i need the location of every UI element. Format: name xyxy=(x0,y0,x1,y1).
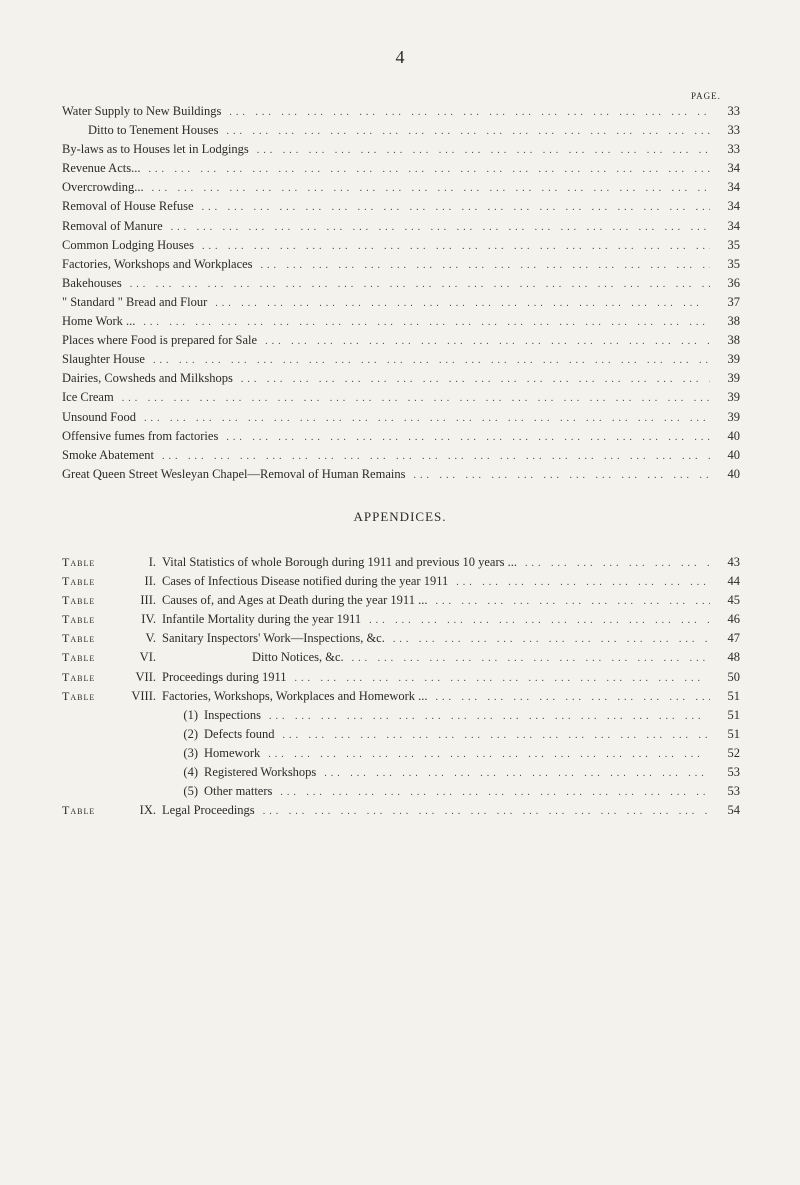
leader-dots xyxy=(369,615,710,626)
appendix-page: 43 xyxy=(727,555,740,569)
contents-row xyxy=(62,371,740,390)
appendix-row xyxy=(62,593,740,612)
leader-dots xyxy=(122,393,710,404)
appendices-title: APPENDICES. xyxy=(353,509,447,524)
contents-row xyxy=(62,257,740,276)
contents-label: Great Queen Street Wesleyan Chapel—Removal of Human Remains xyxy=(62,466,406,481)
contents-page: 33 xyxy=(727,123,740,138)
contents-page: 33 xyxy=(727,104,740,118)
contents-row xyxy=(62,199,740,218)
subitem-page: 53 xyxy=(727,765,740,780)
appendix-subitem xyxy=(62,784,740,803)
contents-label: By-laws as to Houses let in Lodgings xyxy=(62,142,249,157)
appendix-row xyxy=(62,574,740,593)
subitem-page: 51 xyxy=(727,707,740,722)
contents-label: Removal of Manure xyxy=(62,218,163,233)
contents-label: Places where Food is prepared for Sale xyxy=(62,333,258,348)
subitem-page: 53 xyxy=(727,784,740,799)
contents-row xyxy=(62,352,740,371)
contents-page: 38 xyxy=(727,333,740,348)
contents-page: 39 xyxy=(727,390,740,405)
appendix-number: IX. xyxy=(139,803,156,818)
subitem-label: Other matters xyxy=(204,784,273,799)
leader-dots xyxy=(393,634,710,645)
appendix-table-word: Table xyxy=(62,574,96,589)
contents-label: Factories, Workshops and Workplaces xyxy=(62,256,253,271)
leader-dots xyxy=(263,806,710,817)
contents-row xyxy=(62,467,740,486)
contents-row xyxy=(62,276,740,295)
contents-label: Removal of House Refuse xyxy=(62,199,194,214)
contents-row xyxy=(62,314,740,333)
contents-row xyxy=(62,410,740,429)
appendix-table-word: Table xyxy=(62,593,96,608)
contents-row xyxy=(62,390,740,409)
contents-row xyxy=(62,295,740,314)
subitem-label: Registered Workshops xyxy=(204,765,317,780)
subitem-label: Inspections xyxy=(204,707,261,722)
subitem-label: Homework xyxy=(204,745,261,760)
appendix-row xyxy=(62,555,740,574)
appendix-label: Legal Proceedings xyxy=(162,803,255,818)
appendix-table-word: Table xyxy=(62,669,96,684)
contents-page: 39 xyxy=(727,352,740,367)
contents-label: Water Supply to New Buildings xyxy=(62,104,222,118)
appendix-page: 46 xyxy=(727,612,740,627)
leader-dots xyxy=(324,768,710,779)
leader-dots xyxy=(280,787,710,798)
appendix-page: 47 xyxy=(727,631,740,646)
appendix-table-word: Table xyxy=(62,612,96,627)
leader-dots xyxy=(143,317,710,328)
leader-dots xyxy=(215,298,710,309)
leader-dots xyxy=(525,558,710,569)
leader-dots xyxy=(435,596,710,607)
leader-dots xyxy=(202,241,710,252)
appendix-number: VII. xyxy=(135,669,156,684)
appendix-label: Sanitary Inspectors' Work—Inspections, &c. xyxy=(162,631,385,646)
appendix-table-word: Table xyxy=(62,650,96,665)
leader-dots xyxy=(202,202,710,213)
leader-dots xyxy=(226,126,710,137)
appendix-page: 45 xyxy=(727,593,740,608)
appendix-table-word: Table xyxy=(62,555,96,569)
leader-dots xyxy=(130,279,710,290)
appendix-label: Causes of, and Ages at Death during the year 1911 ... xyxy=(162,593,428,608)
contents-label: Dairies, Cowsheds and Milkshops xyxy=(62,371,233,386)
appendix-row xyxy=(62,670,740,689)
contents-row xyxy=(62,429,740,448)
leader-dots xyxy=(261,260,710,271)
contents-page: 40 xyxy=(727,447,740,462)
contents-page: 35 xyxy=(727,256,740,271)
contents-row xyxy=(62,161,740,180)
contents-label: Smoke Abatement xyxy=(62,447,154,462)
appendix-number: VI. xyxy=(139,650,156,665)
page-number: 4 xyxy=(395,47,405,67)
leader-dots xyxy=(148,164,710,175)
appendix-label: Proceedings during 1911 xyxy=(162,669,287,684)
contents-page: 35 xyxy=(727,237,740,252)
contents-page: 34 xyxy=(727,161,740,176)
contents-page: 34 xyxy=(727,199,740,214)
leader-dots xyxy=(229,107,710,118)
contents-label: Ditto to Tenement Houses xyxy=(88,123,219,138)
leader-dots xyxy=(226,432,710,443)
contents-row xyxy=(62,448,740,467)
subitem-number: (5) xyxy=(183,784,198,799)
subitem-number: (1) xyxy=(183,707,198,722)
leader-dots xyxy=(268,749,710,760)
leader-dots xyxy=(171,222,710,233)
leader-dots xyxy=(265,336,710,347)
contents-row xyxy=(62,219,740,238)
contents-page: 39 xyxy=(727,371,740,386)
leader-dots xyxy=(282,730,710,741)
contents-label: Ice Cream xyxy=(62,390,114,405)
contents-label: Revenue Acts... xyxy=(62,161,141,176)
subitem-number: (2) xyxy=(183,726,198,741)
contents-label: Offensive fumes from factories xyxy=(62,428,219,443)
leader-dots xyxy=(144,413,710,424)
appendices-list xyxy=(62,555,740,822)
appendix-label: Factories, Workshops, Workplaces and Homework ... xyxy=(162,688,428,703)
appendix-number: IV. xyxy=(141,612,156,627)
contents-label: Slaughter House xyxy=(62,352,145,367)
appendix-row xyxy=(62,803,740,822)
appendix-number: III. xyxy=(140,593,156,608)
contents-page: 39 xyxy=(727,409,740,424)
contents-row xyxy=(62,333,740,352)
appendix-label: Vital Statistics of whole Borough during 1911 and previous 10 years ... xyxy=(162,555,517,569)
contents-page: 38 xyxy=(727,314,740,329)
contents-row xyxy=(62,238,740,257)
appendix-table-word: Table xyxy=(62,803,96,818)
appendix-page: 50 xyxy=(727,669,740,684)
contents-page: 34 xyxy=(727,180,740,195)
subitem-number: (3) xyxy=(183,745,198,760)
appendix-table-word: Table xyxy=(62,688,96,703)
contents-label: Home Work ... xyxy=(62,314,136,329)
contents-label: Common Lodging Houses xyxy=(62,237,194,252)
subitem-page: 52 xyxy=(727,745,740,760)
subitem-page: 51 xyxy=(727,726,740,741)
contents-label: Unsound Food xyxy=(62,409,136,424)
appendix-row xyxy=(62,612,740,631)
appendix-table-word: Table xyxy=(62,631,96,646)
contents-label: Bakehouses xyxy=(62,275,122,290)
contents-row xyxy=(62,142,740,161)
leader-dots xyxy=(456,577,710,588)
contents-list xyxy=(62,104,740,486)
appendix-number: II. xyxy=(144,574,156,589)
leader-dots xyxy=(413,470,710,481)
appendix-number: V. xyxy=(145,631,156,646)
appendix-page: 51 xyxy=(727,688,740,703)
appendix-row xyxy=(62,689,740,708)
contents-row xyxy=(62,180,740,199)
contents-page: 36 xyxy=(727,275,740,290)
contents-label: " Standard " Bread and Flour xyxy=(62,294,208,309)
contents-page: 40 xyxy=(727,428,740,443)
appendix-row xyxy=(62,631,740,650)
subitem-number: (4) xyxy=(183,765,198,780)
appendix-subitem xyxy=(62,746,740,765)
leader-dots xyxy=(153,355,710,366)
appendix-subitem xyxy=(62,708,740,727)
leader-dots xyxy=(295,673,710,684)
appendix-label: Infantile Mortality during the year 1911 xyxy=(162,612,362,627)
appendix-subitem xyxy=(62,727,740,746)
appendix-label: Ditto Notices, &c. xyxy=(252,650,344,665)
leader-dots xyxy=(241,374,710,385)
appendix-row xyxy=(62,650,740,669)
contents-label: Overcrowding... xyxy=(62,180,144,195)
appendix-number: VIII. xyxy=(131,688,156,703)
leader-dots xyxy=(436,692,710,703)
appendix-subitem xyxy=(62,765,740,784)
appendix-page: 48 xyxy=(727,650,740,665)
appendix-page: 54 xyxy=(727,803,740,818)
page-column-header: PAGE. xyxy=(691,91,721,101)
subitem-label: Defects found xyxy=(204,726,275,741)
contents-page: 33 xyxy=(727,142,740,157)
leader-dots xyxy=(152,183,710,194)
contents-page: 37 xyxy=(727,294,740,309)
contents-page: 40 xyxy=(727,466,740,481)
leader-dots xyxy=(352,653,710,664)
contents-row xyxy=(62,104,740,123)
contents-page: 34 xyxy=(727,218,740,233)
appendix-label: Cases of Infectious Disease notified during the year 1911 xyxy=(162,574,449,589)
appendix-number: I. xyxy=(148,555,156,569)
contents-row xyxy=(62,123,740,142)
appendix-page: 44 xyxy=(727,574,740,589)
leader-dots xyxy=(257,145,710,156)
leader-dots xyxy=(162,451,710,462)
leader-dots xyxy=(269,711,710,722)
